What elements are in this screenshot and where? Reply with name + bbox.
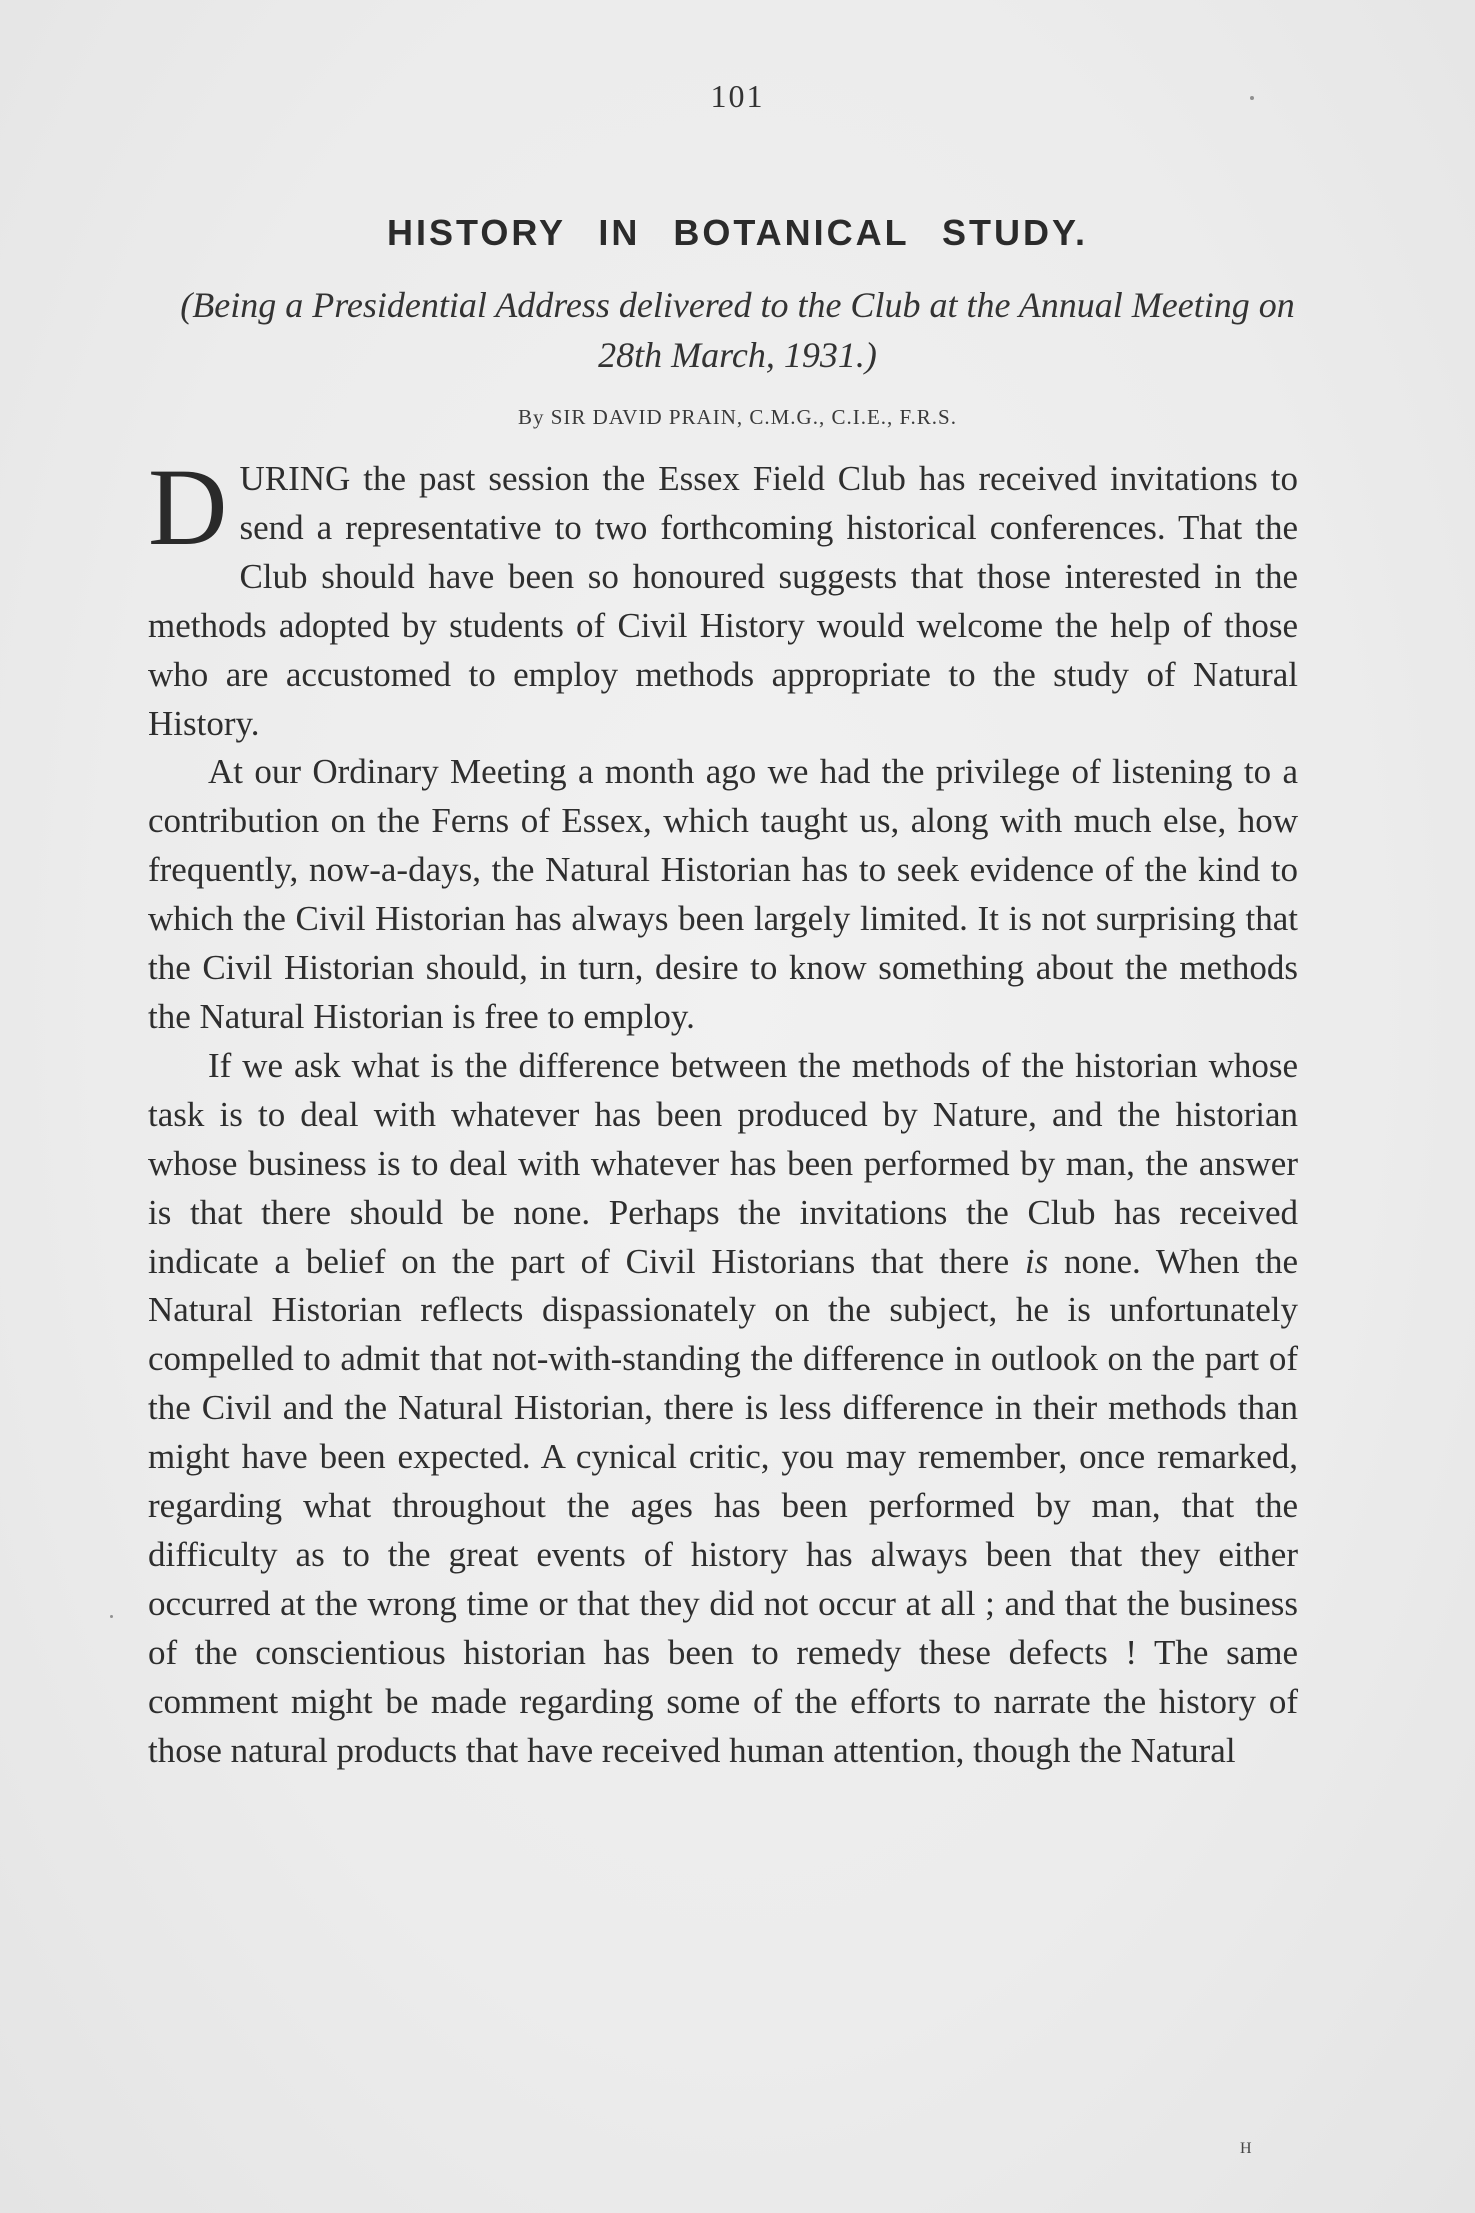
paragraph-1-text: URING the past session the Essex Field Club has received invitations to send a representative to two forthcoming historical conferences. That the Club should have been so honoured suggests that those interested in the methods adopted by students of Civil History would welcome the help of those who are accustomed to employ methods appropriate to the study of Natural History. — [148, 459, 1298, 743]
signature-mark: H — [1240, 2140, 1252, 2157]
paragraph-3-text-b: none. When the Natural Historian reflects dispassionately on the subject, he is unfortunately compelled to admit that not-with-standing the difference in outlook on the part of the Civil and the Natural Historian, there is less difference in their methods than might have been expected. A cynical critic, you may remember, once remarked, regarding what throughout the ages has been performed by man, that the difficulty as to the great events of history has always been that they either occurred at the wrong time or that they did not occur at all ; and that the business of the conscientious historian has been to remedy these defects ! The same comment might be made regarding some of the efforts to narrate the history of those natural products that have received human attention, though the Natural — [148, 1241, 1298, 1770]
paper-speck — [1250, 96, 1254, 100]
author-byline: By SIR DAVID PRAIN, C.M.G., C.I.E., F.R.S. — [517, 405, 957, 429]
paragraph-3-text-a: If we ask what is the difference between the methods of the historian whose task is to deal with whatever has been produced by Nature, and the historian whose business is to deal with whatever has been performed by man, the answer is that there should be none. Perhaps the invitations the Club has received indicate a belief on the part of Civil Historians that there — [148, 1045, 1298, 1281]
page-number: 101 — [710, 78, 765, 114]
article-title: HISTORY IN BOTANICAL STUDY. — [386, 212, 1089, 253]
article-body — [148, 446, 1298, 1775]
paragraph-3 — [148, 1042, 1298, 1776]
paragraph-1 — [148, 446, 1298, 748]
drop-cap: D — [148, 446, 228, 568]
article-subtitle: (Being a Presidential Address delivered to the Club at the Annual Meeting on 28th March, 1931.) — [180, 285, 1295, 375]
paragraph-3-emphasis: is — [1024, 1241, 1049, 1281]
paper-speck — [110, 1615, 113, 1618]
paragraph-2: At our Ordinary Meeting a month ago we had the privilege of listening to a contribution on the Ferns of Essex, which taught us, along with much else, how frequently, now-a-days, the Natural Historian has to seek evidence of the kind to which the Civil Historian has always been largely limited. It is not surprising that the Civil Historian should, in turn, desire to know something about the methods the Natural Historian is free to employ. — [148, 752, 1298, 1036]
